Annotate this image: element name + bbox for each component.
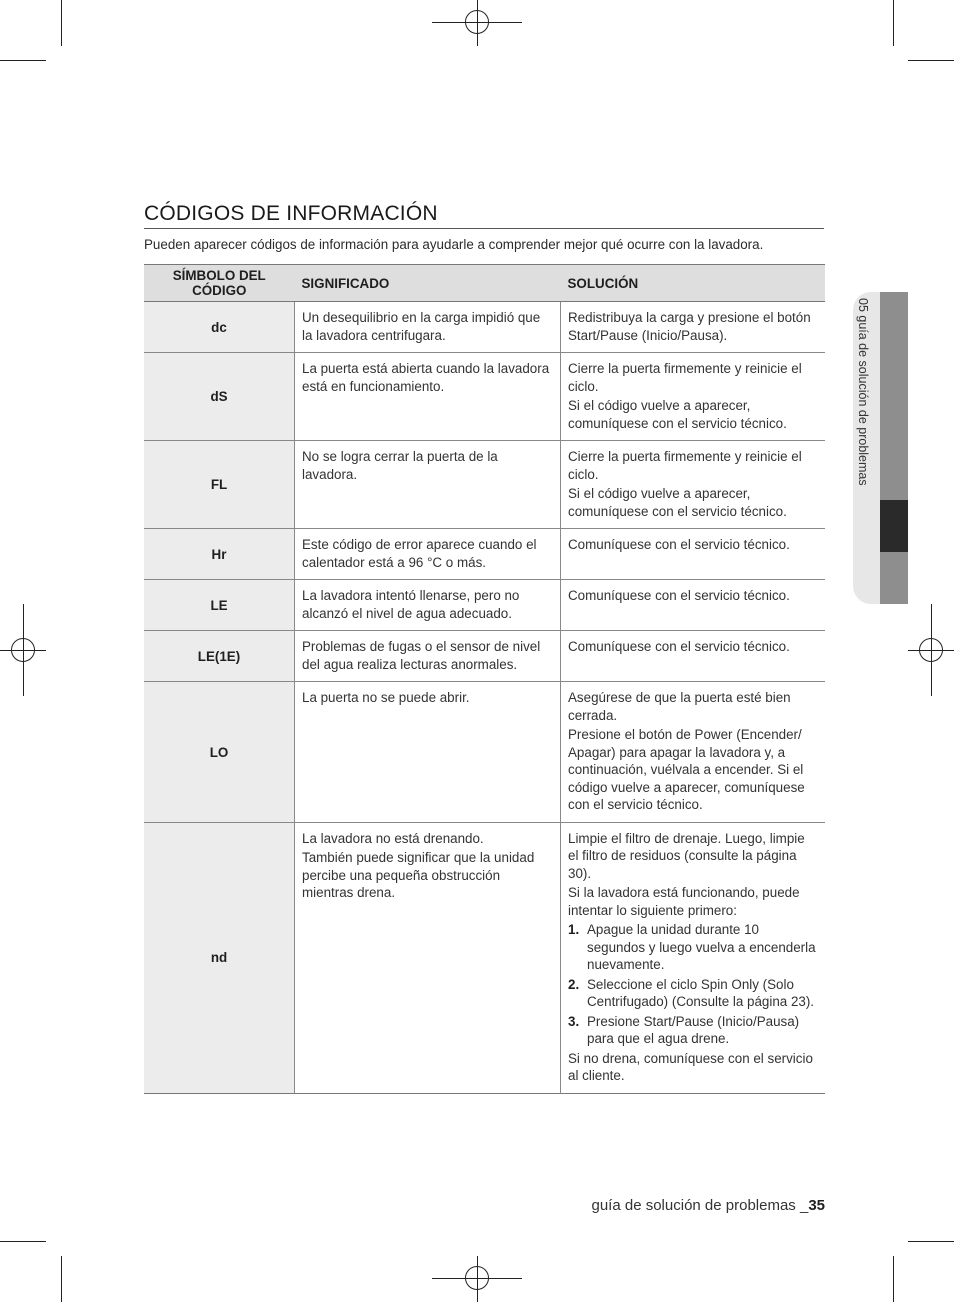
- code-cell: LE(1E): [144, 631, 295, 682]
- list-item: [568, 1013, 818, 1048]
- step-number: 3.: [568, 1013, 580, 1029]
- meaning-cell: [295, 682, 561, 823]
- meaning-cell: [295, 441, 561, 529]
- registration-circle: [465, 1266, 489, 1290]
- steps-list: [568, 921, 818, 1048]
- solution-cell: [561, 822, 826, 1093]
- step-number: 1.: [568, 922, 580, 937]
- meaning-text: La lavadora no está drenando.: [302, 830, 484, 846]
- crop-mark: [61, 1256, 62, 1302]
- code-cell: Hr: [144, 529, 295, 580]
- column-header-solution: SOLUCIÓN: [561, 265, 826, 302]
- crop-mark: [893, 0, 894, 46]
- solution-text: Si el código vuelve a aparecer, comuníquese con el servicio técnico.: [568, 486, 787, 519]
- registration-circle: [11, 638, 35, 662]
- meaning-text: La puerta no se puede abrir.: [302, 690, 470, 705]
- meaning-cell: [295, 822, 561, 1093]
- meaning-text: Este código de error aparece cuando el calentador está a 96 °C o más.: [302, 537, 537, 570]
- page-number: 35: [808, 1197, 825, 1214]
- registration-circle: [465, 10, 489, 34]
- meaning-text: También puede significar que la unidad percibe una pequeña obstrucción mientras drena.: [302, 850, 535, 900]
- step-text: Apague la unidad durante 10 segundos y luego vuelva a encenderla nuevamente.: [587, 922, 816, 972]
- meaning-text: Problemas de fugas o el sensor de nivel del agua realiza lecturas anormales.: [302, 639, 541, 672]
- table-row: [144, 822, 825, 1093]
- table-row: [144, 580, 825, 631]
- solution-cell: [561, 441, 826, 529]
- registration-circle: [919, 638, 943, 662]
- step-text: Presione Start/Pause (Inicio/Pausa) para que el agua drene.: [587, 1013, 800, 1046]
- chapter-tab-marker: [880, 500, 908, 552]
- solution-text: Asegúrese de que la puerta esté bien cerrada.: [568, 690, 791, 723]
- meaning-text: Un desequilibrio en la carga impidió que la lavadora centrifugara.: [302, 310, 541, 343]
- table-row: [144, 441, 825, 529]
- meaning-cell: [295, 529, 561, 580]
- crop-mark: [0, 1241, 46, 1242]
- table-row: [144, 529, 825, 580]
- solution-text: Presione el botón de Power (Encender/ Apagar) para apagar la lavadora y, a continuación, vuélvala a encender. Si el código vuelve a aparecer, comuníquese con el servicio técnico.: [568, 727, 805, 812]
- solution-cell: [561, 631, 826, 682]
- step-number: 2.: [568, 976, 580, 992]
- crop-mark: [893, 1256, 894, 1302]
- solution-text: Cierre la puerta firmemente y reinicie el ciclo.: [568, 361, 802, 394]
- meaning-cell: [295, 580, 561, 631]
- meaning-text: La lavadora intentó llenarse, pero no alcanzó el nivel de agua adecuado.: [302, 588, 520, 621]
- section-intro: Pueden aparecer códigos de información para ayudarle a comprender mejor qué ocurre con la lavadora.: [144, 237, 764, 252]
- code-cell: LO: [144, 682, 295, 823]
- info-codes-table: [144, 264, 825, 1094]
- code-cell: dS: [144, 353, 295, 441]
- solution-cell: [561, 353, 826, 441]
- table-row: [144, 682, 825, 823]
- column-header-code: SÍMBOLO DEL CÓDIGO: [144, 265, 295, 302]
- crop-mark: [908, 1241, 954, 1242]
- solution-text: Limpie el filtro de drenaje. Luego, limpie el filtro de residuos (consulte la página 30).: [568, 830, 805, 881]
- list-item: [568, 921, 818, 974]
- code-cell: LE: [144, 580, 295, 631]
- code-cell: FL: [144, 441, 295, 529]
- meaning-text: No se logra cerrar la puerta de la lavadora.: [302, 449, 498, 482]
- solution-text: Comuníquese con el servicio técnico.: [568, 588, 790, 603]
- solution-text: Comuníquese con el servicio técnico.: [568, 639, 790, 654]
- solution-text: Si el código vuelve a aparecer, comuníquese con el servicio técnico.: [568, 398, 787, 431]
- solution-text: Si la lavadora está funcionando, puede intentar lo siguiente primero:: [568, 885, 800, 918]
- step-text: Seleccione el ciclo Spin Only (Solo Centrifugado) (Consulte la página 23).: [587, 976, 815, 1009]
- meaning-cell: [295, 302, 561, 353]
- meaning-cell: [295, 353, 561, 441]
- list-item: [568, 976, 818, 1011]
- crop-mark: [908, 60, 954, 61]
- meaning-text: La puerta está abierta cuando la lavadora está en funcionamiento.: [302, 361, 550, 394]
- table-row: [144, 631, 825, 682]
- solution-text: Comuníquese con el servicio técnico.: [568, 537, 790, 552]
- solution-text: Redistribuya la carga y presione el botón Start/Pause (Inicio/Pausa).: [568, 310, 811, 343]
- crop-mark: [0, 60, 46, 61]
- table-row: [144, 302, 825, 353]
- table-row: [144, 353, 825, 441]
- solution-text: Si no drena, comuníquese con el servicio al cliente.: [568, 1050, 813, 1083]
- footer-text: guía de solución de problemas _: [591, 1197, 809, 1214]
- page-footer: [592, 1197, 826, 1214]
- section-title: CÓDIGOS DE INFORMACIÓN: [144, 202, 824, 229]
- chapter-tab-label: 05 guía de solución de problemas: [856, 298, 870, 486]
- solution-text: Cierre la puerta firmemente y reinicie el ciclo.: [568, 449, 802, 482]
- solution-cell: [561, 529, 826, 580]
- table-header-row: [144, 265, 825, 302]
- solution-cell: [561, 580, 826, 631]
- solution-cell: [561, 302, 826, 353]
- code-cell: nd: [144, 822, 295, 1093]
- code-cell: dc: [144, 302, 295, 353]
- meaning-cell: [295, 631, 561, 682]
- chapter-tab-bar: [880, 292, 908, 604]
- column-header-meaning: SIGNIFICADO: [295, 265, 561, 302]
- solution-cell: [561, 682, 826, 823]
- crop-mark: [61, 0, 62, 46]
